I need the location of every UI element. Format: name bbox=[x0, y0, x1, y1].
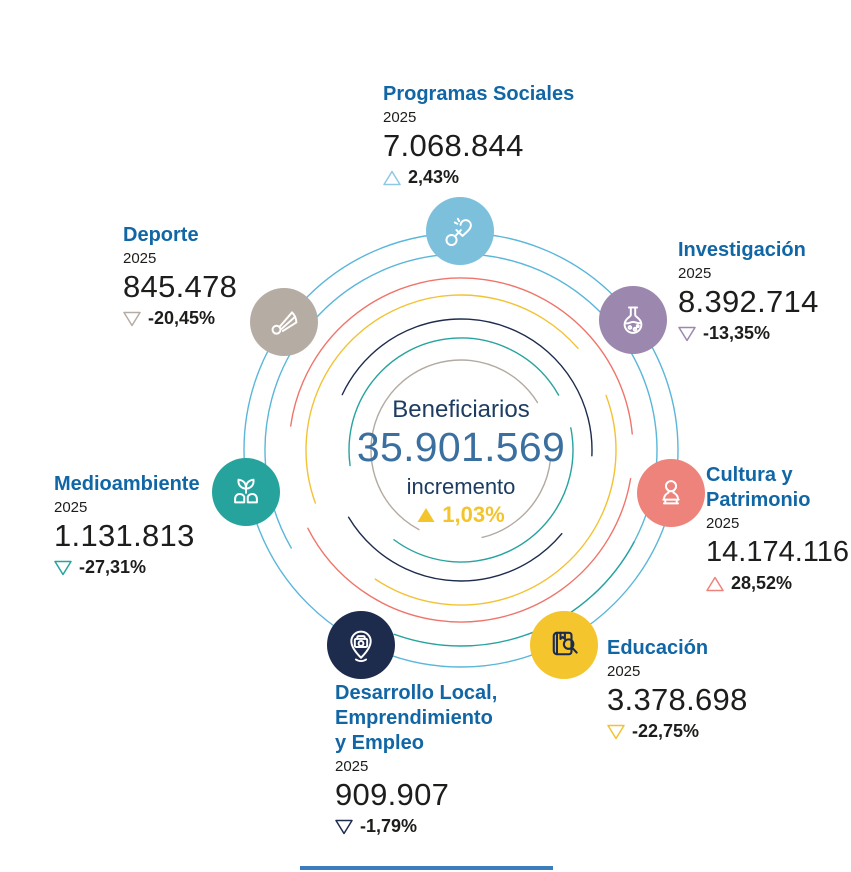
category-year: 2025 bbox=[607, 663, 641, 680]
category-desarrollo-local bbox=[335, 681, 555, 837]
category-title-line: Cultura y bbox=[706, 464, 793, 486]
category-educacion bbox=[607, 636, 748, 742]
category-title bbox=[706, 463, 851, 513]
category-delta-value: -27,31% bbox=[79, 557, 147, 577]
category-title-line: Desarrollo Local, bbox=[335, 682, 498, 704]
flask-icon bbox=[611, 298, 655, 342]
footer-rule bbox=[300, 866, 553, 870]
triangle-up-icon bbox=[383, 170, 401, 186]
category-year: 2025 bbox=[678, 265, 712, 282]
category-year: 2025 bbox=[383, 109, 417, 126]
category-title: Educación bbox=[607, 637, 709, 659]
category-year: 2025 bbox=[706, 515, 740, 532]
center-label: Beneficiarios bbox=[392, 396, 530, 423]
triangle-down-icon bbox=[54, 560, 72, 576]
category-delta bbox=[383, 167, 574, 188]
category-medioambiente bbox=[54, 472, 200, 578]
center-increment bbox=[331, 502, 591, 528]
triangle-down-icon bbox=[123, 311, 141, 327]
category-year: 2025 bbox=[335, 758, 369, 775]
category-delta bbox=[706, 573, 851, 594]
hand-heart-icon bbox=[438, 209, 482, 253]
center-total bbox=[331, 395, 591, 528]
category-delta-value: -22,75% bbox=[632, 721, 700, 741]
category-deporte bbox=[123, 223, 237, 329]
category-investigacion bbox=[678, 238, 819, 344]
category-delta-value: 28,52% bbox=[731, 573, 793, 593]
book-magnifier-icon bbox=[542, 623, 586, 667]
triangle-up-icon bbox=[706, 576, 724, 592]
category-title: Investigación bbox=[678, 239, 806, 261]
cultura-patrimonio-bubble bbox=[637, 459, 705, 527]
triangle-down-icon bbox=[607, 724, 625, 740]
category-delta bbox=[607, 721, 748, 742]
category-delta bbox=[678, 323, 819, 344]
category-title-line: Patrimonio bbox=[706, 489, 811, 511]
category-delta bbox=[335, 816, 555, 837]
category-delta bbox=[54, 557, 200, 578]
category-title: Medioambiente bbox=[54, 473, 200, 495]
center-increment-value: 1,03% bbox=[442, 502, 505, 527]
triangle-up-filled-icon bbox=[417, 507, 435, 523]
category-programas-sociales bbox=[383, 82, 574, 188]
triangle-down-icon bbox=[678, 326, 696, 342]
category-value: 8.392.714 bbox=[678, 284, 819, 319]
category-value: 845.478 bbox=[123, 269, 238, 304]
category-title-line: Emprendimiento bbox=[335, 707, 493, 729]
category-cultura-y-patrimonio bbox=[706, 463, 851, 594]
bust-icon bbox=[649, 471, 693, 515]
investigacion-bubble bbox=[599, 286, 667, 354]
shuttlecock-icon bbox=[262, 300, 306, 344]
triangle-down-icon bbox=[335, 819, 353, 835]
category-value: 3.378.698 bbox=[607, 682, 748, 717]
deporte-bubble bbox=[250, 288, 318, 356]
briefcase-pin-icon bbox=[339, 623, 383, 667]
category-value: 1.131.813 bbox=[54, 518, 195, 553]
category-title bbox=[335, 681, 555, 756]
category-value: 909.907 bbox=[335, 777, 450, 812]
programas-sociales-bubble bbox=[426, 197, 494, 265]
category-delta-value: -20,45% bbox=[148, 308, 216, 328]
category-year: 2025 bbox=[54, 499, 88, 516]
category-title: Programas Sociales bbox=[383, 83, 575, 105]
category-delta bbox=[123, 308, 237, 329]
category-title: Deporte bbox=[123, 224, 199, 246]
medioambiente-bubble bbox=[212, 458, 280, 526]
category-value: 14.174.116 bbox=[706, 536, 849, 568]
educacion-bubble bbox=[530, 611, 598, 679]
category-value: 7.068.844 bbox=[383, 128, 524, 163]
category-year: 2025 bbox=[123, 250, 157, 267]
center-value: 35.901.569 bbox=[356, 424, 566, 470]
category-title-line: y Empleo bbox=[335, 732, 424, 754]
desarrollo-bubble bbox=[327, 611, 395, 679]
category-delta-value: -1,79% bbox=[360, 816, 418, 836]
hands-leaves-icon bbox=[224, 470, 268, 514]
center-increment-label: incremento bbox=[406, 474, 516, 499]
category-delta-value: 2,43% bbox=[408, 167, 460, 187]
category-delta-value: -13,35% bbox=[703, 323, 771, 343]
